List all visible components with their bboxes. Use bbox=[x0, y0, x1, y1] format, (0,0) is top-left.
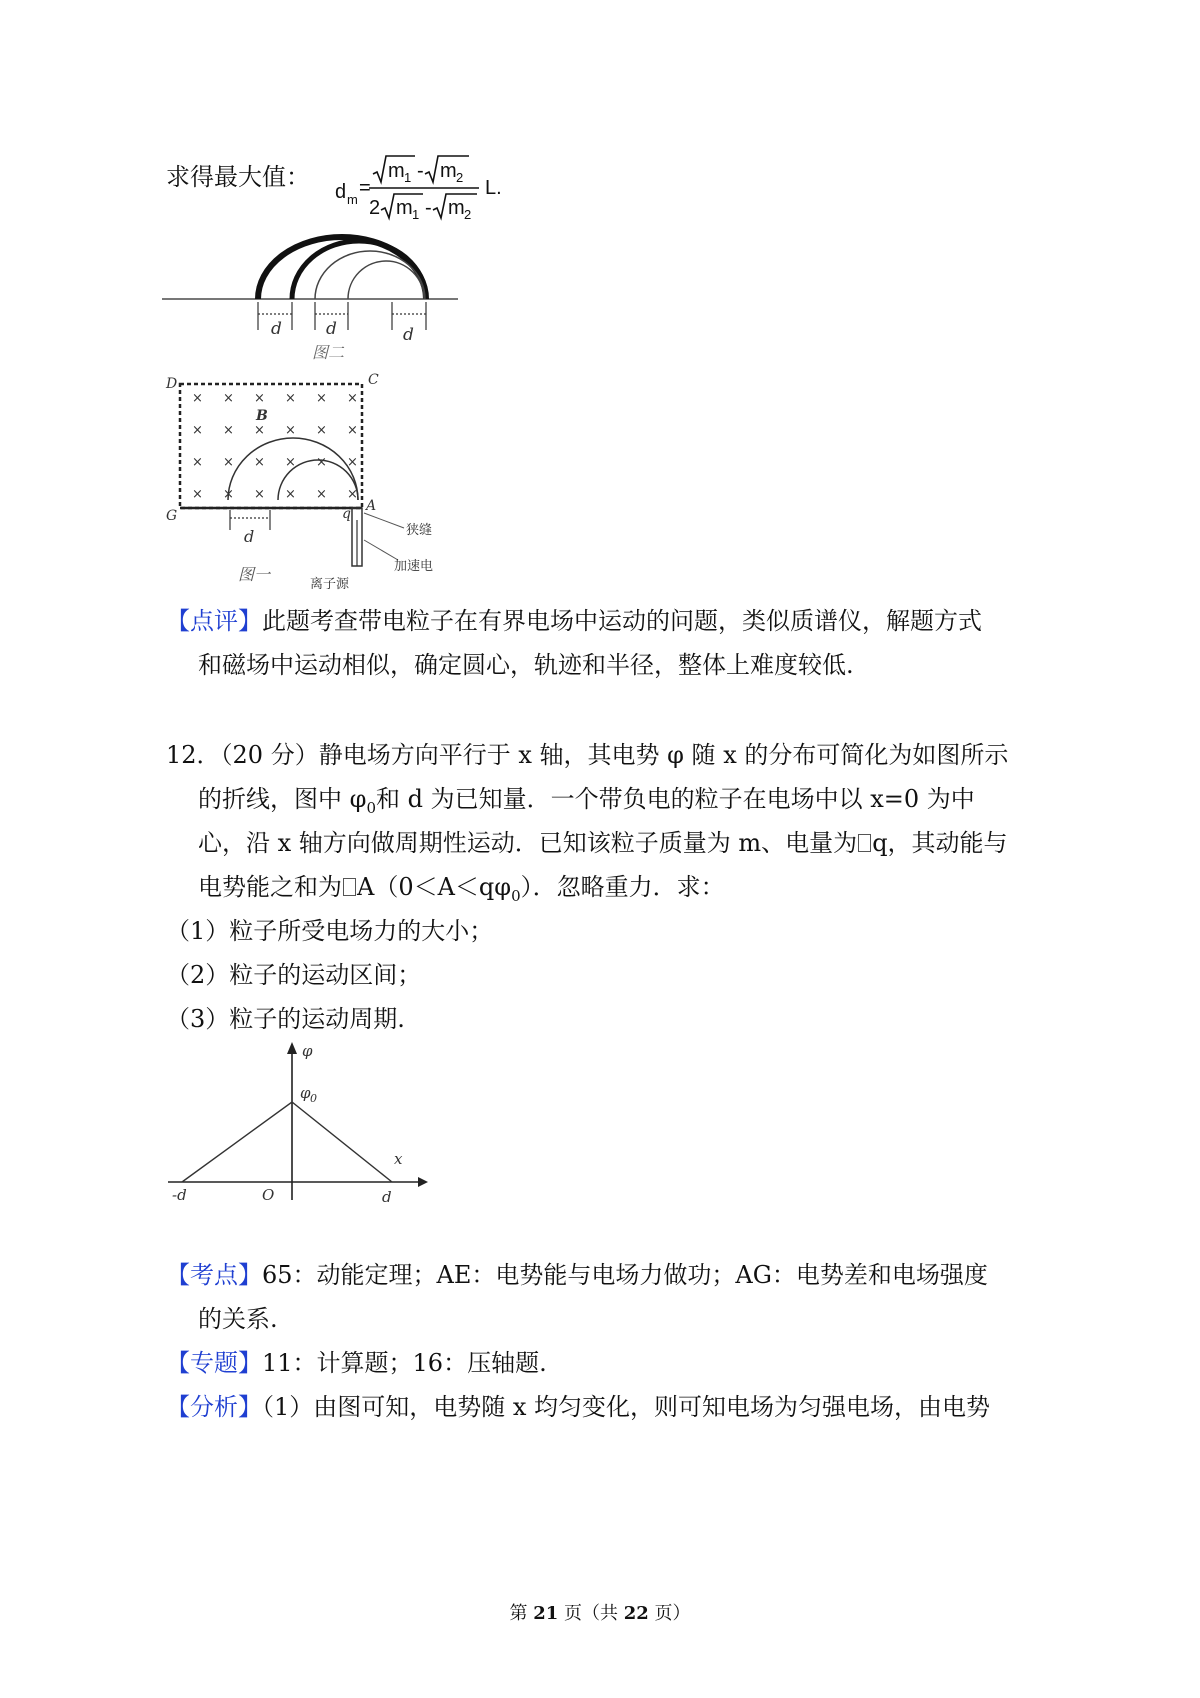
fig1-caption: 图一 bbox=[238, 565, 271, 584]
field-cross: × bbox=[254, 487, 265, 502]
label-a: A bbox=[366, 498, 377, 514]
potential-graph bbox=[160, 1040, 440, 1215]
den-minus: - bbox=[425, 197, 432, 219]
review-tag: 【点评】 bbox=[166, 607, 262, 635]
field-cross: × bbox=[347, 455, 358, 470]
field-cross: × bbox=[223, 423, 234, 438]
problem-line-4: 电势能之和为 $A(0<A<q\varphi_0)$．忽略重力．求： bbox=[198, 873, 725, 905]
den-m2-sub: 2 bbox=[464, 207, 472, 222]
field-cross: × bbox=[223, 487, 234, 502]
field-cross: × bbox=[316, 455, 327, 470]
field-cross: × bbox=[316, 487, 327, 502]
fig2-caption: 图二 bbox=[312, 343, 345, 362]
formula-eq: = bbox=[359, 177, 371, 199]
question-3: （3）粒子的运动周期. bbox=[166, 1005, 405, 1033]
question-1: （1）粒子所受电场力的大小； bbox=[166, 917, 494, 945]
review-line-1 bbox=[166, 604, 982, 638]
field-crosses bbox=[192, 391, 358, 502]
page-total: 22 bbox=[623, 1603, 649, 1624]
fig1-d: d bbox=[244, 527, 255, 546]
problem-line-2: 的折线，图中 $\varphi_0$和 d 为已知量．一个带负电的粒子在电场中以 x=0 为中 bbox=[198, 785, 975, 817]
fig2-d-3: d bbox=[403, 325, 414, 345]
kaodian-line-1: 【考点】65：动能定理；AE：电势能与电场力做功；AG：电势差和电场强度 bbox=[166, 1261, 988, 1289]
fenxi-tag: 【分析】 bbox=[166, 1393, 262, 1421]
num-m2-sub: 2 bbox=[456, 170, 464, 185]
num-m1-sub: 1 bbox=[404, 170, 412, 185]
accel-label: 加速电 bbox=[394, 559, 434, 574]
fenxi-line: 【分析】（1）由图可知，电势随 x 均匀变化，则可知电场为匀强电场，由电势 bbox=[166, 1393, 991, 1421]
num-m2: m bbox=[440, 160, 457, 182]
peak-sub: 0 bbox=[310, 1092, 317, 1105]
num-minus: - bbox=[417, 160, 424, 182]
page-footer: 第 21 页（共 22 页） bbox=[509, 1603, 691, 1624]
field-cross: × bbox=[347, 391, 358, 406]
den-m1: m bbox=[396, 197, 413, 219]
field-cross: × bbox=[316, 391, 327, 406]
field-cross: × bbox=[192, 391, 203, 406]
problem-line-3: 心，沿 x 轴方向做周期性运动．已知该粒子质量为 m、电量为 q，其动能与 bbox=[198, 829, 1008, 857]
kaodian-tag: 【考点】 bbox=[166, 1261, 262, 1289]
den-m1-sub: 1 bbox=[412, 207, 420, 222]
field-cross: × bbox=[223, 455, 234, 470]
field-cross: × bbox=[192, 487, 203, 502]
formula-lead: 求得最大值： bbox=[166, 163, 310, 191]
problem-line-1: 12．（20 分）静电场方向平行于 x 轴，其电势 φ 随 x 的分布可简化为如图所示 bbox=[166, 741, 1009, 769]
field-cross: × bbox=[254, 391, 265, 406]
field-cross: × bbox=[254, 423, 265, 438]
question-2: （2）粒子的运动区间； bbox=[166, 961, 422, 989]
pos-d-label: d bbox=[382, 1188, 392, 1206]
label-q: q bbox=[342, 506, 351, 522]
den-m2: m bbox=[448, 197, 465, 219]
label-b: B bbox=[256, 408, 268, 424]
formula-lhs-sub: m bbox=[347, 192, 358, 207]
slit-label: 狭缝 bbox=[406, 523, 433, 538]
field-cross: × bbox=[254, 455, 265, 470]
zhuanti-line: 【专题】11：计算题；16：压轴题. bbox=[166, 1349, 547, 1377]
field-cross: × bbox=[285, 455, 296, 470]
y-axis-label: φ bbox=[302, 1042, 313, 1060]
corner-c: C bbox=[368, 372, 379, 388]
field-cross: × bbox=[285, 487, 296, 502]
field-cross: × bbox=[192, 455, 203, 470]
field-cross: × bbox=[347, 487, 358, 502]
field-cross: × bbox=[285, 423, 296, 438]
corner-d: D bbox=[166, 376, 178, 392]
missing-glyph-box bbox=[343, 878, 356, 896]
review-text-1: 此题考查带电粒子在有界电场中运动的问题，类似质谱仪，解题方式 bbox=[262, 607, 982, 635]
fig2-d-1: d bbox=[271, 319, 282, 339]
fig2-d-2: d bbox=[326, 319, 337, 339]
den-two: 2 bbox=[369, 197, 381, 219]
field-cross: × bbox=[285, 391, 296, 406]
figure-one bbox=[160, 370, 460, 600]
origin-label: O bbox=[262, 1186, 275, 1204]
kaodian-line-2: 的关系. bbox=[198, 1305, 278, 1333]
field-cross: × bbox=[316, 423, 327, 438]
max-value-formula bbox=[333, 150, 523, 230]
field-cross: × bbox=[347, 423, 358, 438]
zhuanti-tag: 【专题】 bbox=[166, 1349, 262, 1377]
page-number: 21 bbox=[533, 1603, 559, 1624]
review-line-2: 和磁场中运动相似，确定圆心，轨迹和半径，整体上难度较低. bbox=[198, 651, 854, 679]
num-m1: m bbox=[388, 160, 405, 182]
figure-two bbox=[160, 228, 460, 368]
missing-glyph-box bbox=[858, 834, 871, 852]
source-label: 离子源 bbox=[310, 577, 350, 592]
neg-d-label: -d bbox=[172, 1186, 187, 1204]
corner-g: G bbox=[166, 508, 178, 524]
x-axis-label: x bbox=[394, 1150, 403, 1168]
formula-lhs: d bbox=[335, 181, 347, 203]
field-cross: × bbox=[223, 391, 234, 406]
field-cross: × bbox=[192, 423, 203, 438]
peak-label: φ bbox=[300, 1084, 311, 1102]
formula-tail: L. bbox=[485, 177, 502, 199]
